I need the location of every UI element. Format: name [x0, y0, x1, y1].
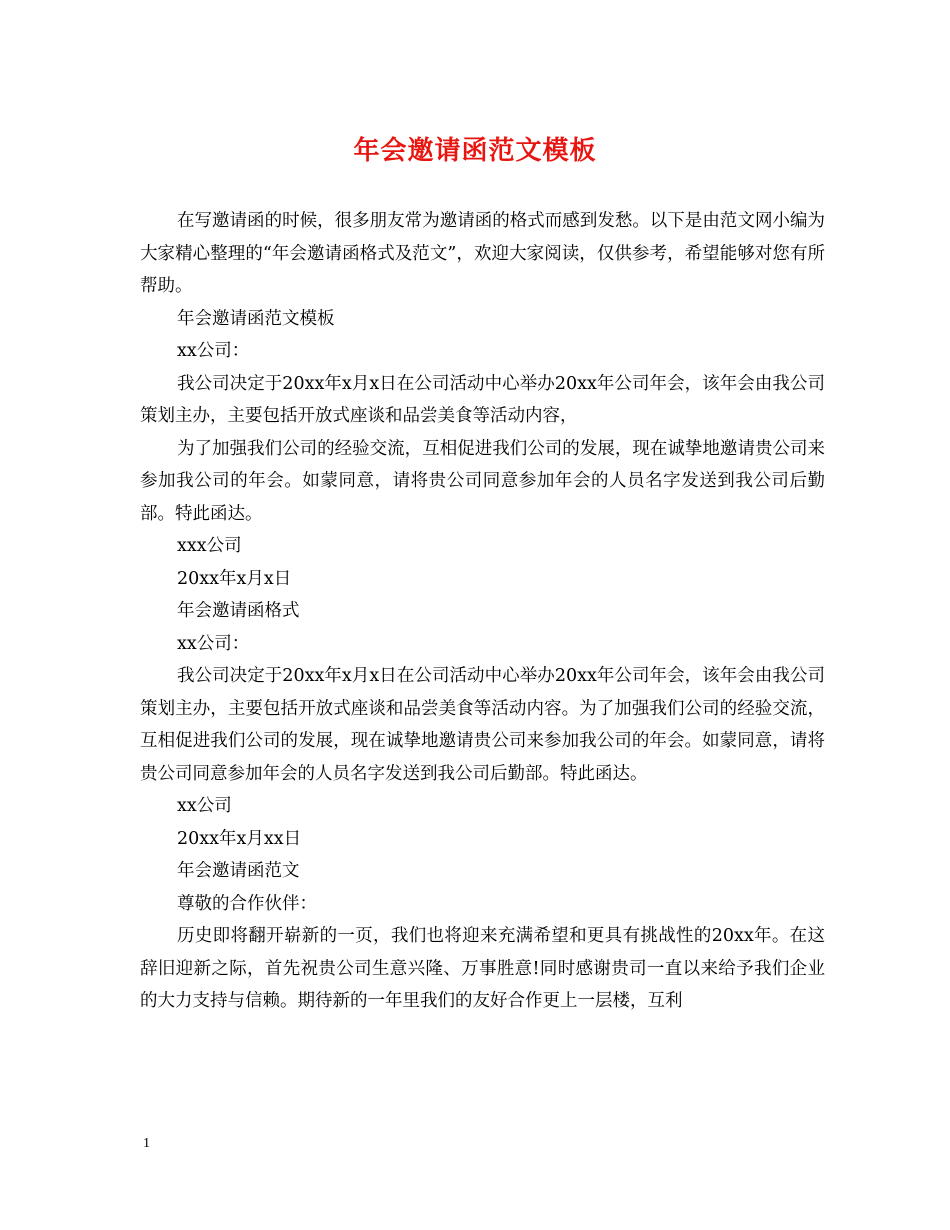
section-heading-sample: 年会邀请函范文 [177, 861, 300, 881]
salutation: xx公司： [177, 633, 250, 654]
document-title: 年会邀请函范文模板 [353, 136, 597, 166]
body-paragraph: 历史即将翻开崭新的一页，我们也将迎来充满希望和更具有挑战性的20xx年。在这辞旧迎新之际，首先祝贵公司生意兴隆、万事胜意!同时感谢贵司一直以来给予我们企业的大力支持与信赖。期待新的一年里我们的友好合作更上一层楼，互利 [140, 926, 825, 1011]
signature-date: 20xx年x月xx日 [177, 828, 302, 849]
document-body [140, 205, 825, 1018]
salutation: xx公司： [177, 341, 250, 361]
section-heading-template: 年会邀请函范文模板 [177, 308, 335, 329]
signature-company: xx公司 [177, 796, 232, 816]
body-paragraph: 我公司决定于20xx年x月x日在公司活动中心举办20xx年公司年会，该年会由我公司策划主办，主要包括开放式座谈和品尝美食等活动内容。为了加强我们公司的经验交流，互相促进我们公司的发展，现在诚挚地邀请贵公司来参加我公司的年会。如蒙同意，请将贵公司同意参加年会的人员名字发送到我公司后勤部。特此函达。 [140, 666, 825, 784]
body-paragraph: 为了加强我们公司的经验交流，互相促进我们公司的发展，现在诚挚地邀请贵公司来参加我公司的年会。如蒙同意，请将贵公司同意参加年会的人员名字发送到我公司后勤部。特此函达。 [140, 438, 825, 524]
signature-date: 20xx年x月x日 [177, 568, 292, 589]
salutation: 尊敬的合作伙伴： [177, 893, 317, 914]
body-paragraph: 我公司决定于20xx年x月x日在公司活动中心举办20xx年公司年会，该年会由我公司策划主办，主要包括开放式座谈和品尝美食等活动内容， [140, 373, 825, 426]
signature-company: xxx公司 [177, 536, 242, 556]
intro-paragraph: 在写邀请函的时候，很多朋友常为邀请函的格式而感到发愁。以下是由范文网小编为大家精心整理的“年会邀请函格式及范文”，欢迎大家阅读，仅供参考，希望能够对您有所帮助。 [140, 211, 825, 296]
section-heading-format: 年会邀请函格式 [177, 601, 300, 621]
page-number: 1 [143, 1136, 150, 1151]
